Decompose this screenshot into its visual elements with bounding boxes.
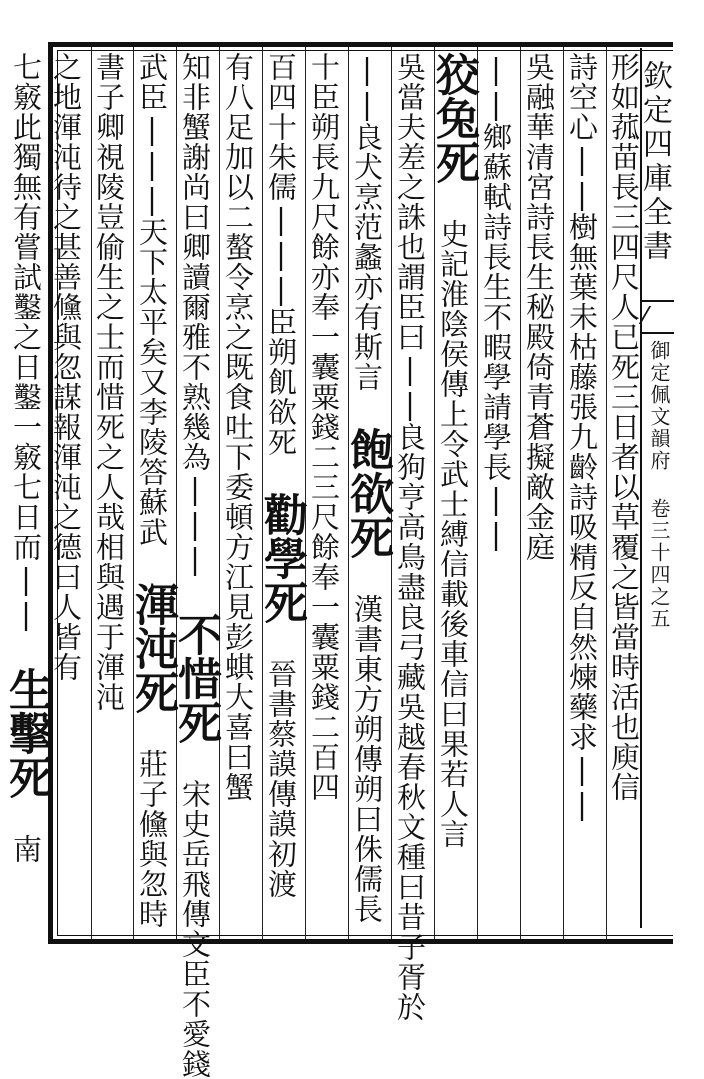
column-text: 之地渾沌待之甚善儵與忽謀報渾沌之德曰人皆有 xyxy=(49,52,83,682)
column-text: 七竅此獨無有嘗試鑿之日鑿一竅七日而|| xyxy=(9,52,43,632)
text-column xyxy=(170,52,221,1079)
collection-title: 欽定四庫全書 xyxy=(637,60,672,264)
column-text: 十臣朔長九尺餘亦奉一囊粟錢二三尺餘奉一囊粟錢二百四 xyxy=(307,52,341,802)
text-column xyxy=(474,52,518,912)
text-column xyxy=(1,52,52,912)
column-text: 南 xyxy=(9,834,43,864)
column-text: ||良犬烹范蠡亦有斯言 xyxy=(350,52,384,392)
text-column xyxy=(342,52,393,924)
text-column xyxy=(127,52,178,929)
column-text: 吳當夫差之誅也謂臣曰||良狗亨高鳥盡良弓藏吳越春秋文種曰昔子胥於 xyxy=(393,52,427,1022)
text-column xyxy=(428,52,479,912)
column-text: 知非蟹謝尚曰卿讀爾雅不熟幾為||| xyxy=(178,52,212,577)
text-column xyxy=(256,52,307,912)
entry-heading: 飽欲死 xyxy=(342,427,393,559)
column-text: 形如菰苗長三四尺人已死三日者以草覆之皆當時活也庾信 xyxy=(607,52,641,802)
column-text: 宋史岳飛傳文臣不愛錢 xyxy=(178,779,212,1079)
column-text: 詩空心||樹無葉未枯藤張九齡詩吸精反自然煉藥求|| xyxy=(565,52,599,822)
column-text: 吳融華清宮詩長生秘殿倚青蒼擬敵金庭 xyxy=(522,52,556,562)
column-text: 史記淮陰侯傳上令武士縛信載後車信曰果若人言 xyxy=(436,219,470,849)
text-column xyxy=(87,52,131,912)
entry-heading: 勸學死 xyxy=(256,492,307,624)
text-column xyxy=(216,52,260,912)
text-column xyxy=(302,52,346,912)
entry-heading: 狡兔死 xyxy=(428,52,479,184)
text-column xyxy=(560,52,604,912)
column-text: 莊子儵與忽時 xyxy=(135,749,169,929)
volume-number: 卷三十四之五 xyxy=(647,498,671,630)
book-name: 御定佩文韻府 xyxy=(647,340,671,472)
column-text: 晉書蔡謨傳謨初渡 xyxy=(264,659,298,899)
column-text: ||鄉蘇軾詩長生不暇學請學長|| xyxy=(479,52,513,552)
column-text: 武臣|||天下太平矣又李陵答蘇武 xyxy=(135,52,169,547)
entry-heading: 不惜死 xyxy=(170,612,221,744)
column-text: 漢書東方朔傳朔曰侏儒長 xyxy=(350,594,384,924)
text-column xyxy=(388,52,432,1022)
text-column xyxy=(602,52,646,912)
column-text: 有八足加以二螯令烹之既食吐下委頓方江見彭蜞大喜曰蟹 xyxy=(221,52,255,802)
text-column xyxy=(517,52,561,912)
entry-heading: 渾沌死 xyxy=(127,582,178,714)
book-title xyxy=(642,340,674,630)
column-text: 書子卿視陵豈偷生之士而惜死之人哉相與遇于渾沌 xyxy=(92,52,126,712)
column-text: 百四十朱儒|||臣朔飢欲死 xyxy=(264,52,298,457)
entry-heading: 生擊死 xyxy=(1,667,52,799)
